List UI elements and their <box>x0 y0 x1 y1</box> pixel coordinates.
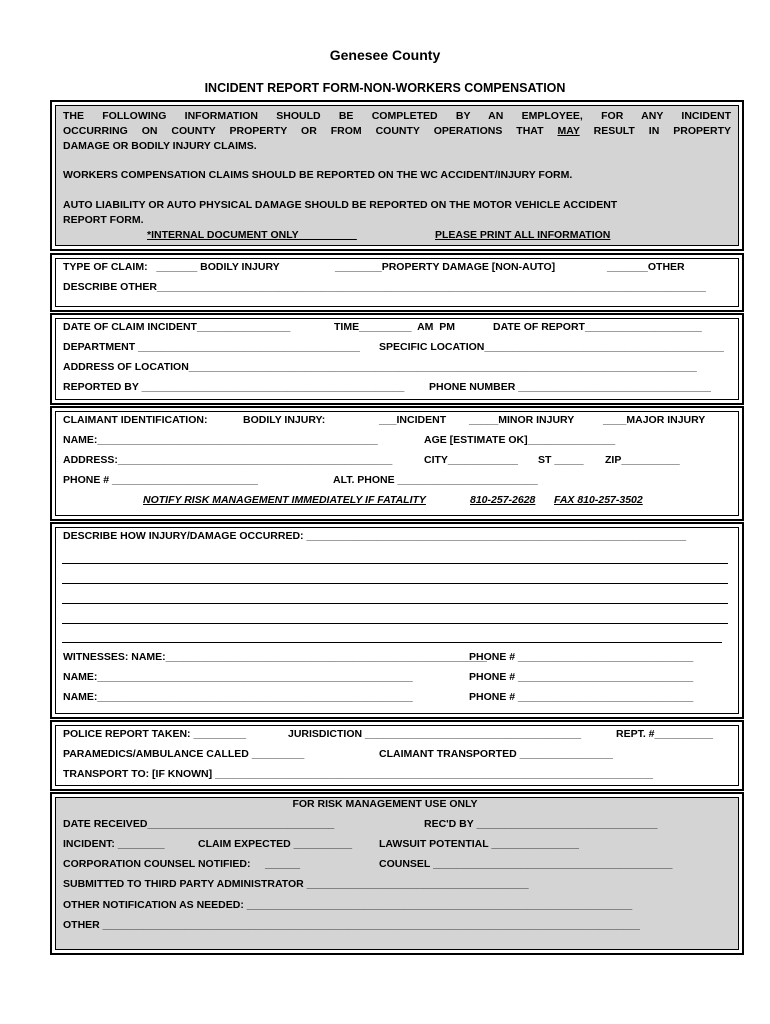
description-section <box>50 522 744 719</box>
witness-phone-2-field[interactable]: PHONE # ______________________________ <box>469 671 694 683</box>
paramedics-called-field[interactable]: PARAMEDICS/AMBULANCE CALLED _________ <box>63 748 305 760</box>
time-field[interactable]: TIME_________ AM PM <box>334 321 455 333</box>
claimant-age-field[interactable]: AGE [ESTIMATE OK]_______________ <box>424 434 616 446</box>
other-field[interactable]: OTHER ____________________________________________________________________________________________ <box>63 919 640 931</box>
specific-location-field[interactable]: SPECIFIC LOCATION_________________________________________ <box>379 341 724 353</box>
transport-to-field[interactable]: TRANSPORT TO: [IF KNOWN] ___________________________________________________________________________ <box>63 768 654 780</box>
corporation-counsel-notified-field[interactable]: CORPORATION COUNSEL NOTIFIED: ______ <box>63 858 301 870</box>
claimant-name-field[interactable]: NAME:________________________________________________ <box>63 434 378 446</box>
date-of-report-field[interactable]: DATE OF REPORT____________________ <box>493 321 702 333</box>
claim-type-bodily-injury[interactable]: TYPE OF CLAIM: _______ BODILY INJURY <box>63 261 280 273</box>
date-of-claim-incident-field[interactable]: DATE OF CLAIM INCIDENT________________ <box>63 321 291 333</box>
claim-type-property-damage[interactable]: ________PROPERTY DAMAGE [NON-AUTO] <box>335 261 556 273</box>
address-of-location-field[interactable]: ADDRESS OF LOCATION_______________________________________________________________________________________ <box>63 361 697 373</box>
notify-fax-number: FAX 810-257-3502 <box>554 494 643 506</box>
witness-phone-3-field[interactable]: PHONE # ______________________________ <box>469 691 694 703</box>
internal-document-note: *INTERNAL DOCUMENT ONLY <box>147 229 357 241</box>
phone-number-field[interactable]: PHONE NUMBER _________________________________ <box>429 381 711 393</box>
form-title: INCIDENT REPORT FORM-NON-WORKERS COMPENSATION <box>204 81 566 95</box>
print-all-note: PLEASE PRINT ALL INFORMATION <box>435 229 611 241</box>
intro-line-3: DAMAGE OR BODILY INJURY CLAIMS. <box>63 140 257 152</box>
description-line[interactable] <box>62 583 728 584</box>
risk-management-heading: FOR RISK MANAGEMENT USE ONLY <box>292 798 478 810</box>
witness-phone-field[interactable]: PHONE # ______________________________ <box>469 651 694 663</box>
description-line[interactable] <box>62 623 728 624</box>
intro-line-2: OCCURRING ON COUNTY PROPERTY OR FROM COUNTY OPERATIONS THAT MAY RESULT IN PROPERTY <box>63 125 731 137</box>
witness-name-field[interactable]: WITNESSES: NAME:_______________________________________________________ <box>63 651 487 663</box>
lawsuit-potential-field[interactable]: LAWSUIT POTENTIAL _______________ <box>379 838 579 850</box>
claimant-zip-field[interactable]: ZIP__________ <box>605 454 680 466</box>
major-injury-checkbox-field[interactable]: ____MAJOR INJURY <box>603 414 706 426</box>
other-notification-field[interactable]: OTHER NOTIFICATION AS NEEDED: __________________________________________________________________ <box>63 899 633 911</box>
claimant-transported-field[interactable]: CLAIMANT TRANSPORTED ________________ <box>379 748 614 760</box>
claimant-identification-label: CLAIMANT IDENTIFICATION: <box>63 414 208 426</box>
department-field[interactable]: DEPARTMENT ______________________________________ <box>63 341 360 353</box>
incident-checkbox-field[interactable]: ___INCIDENT <box>379 414 447 426</box>
claimant-phone-field[interactable]: PHONE # _________________________ <box>63 474 259 486</box>
claim-type-other[interactable]: _______OTHER <box>607 261 685 273</box>
county-title: Genesee County <box>329 47 441 63</box>
description-line[interactable] <box>62 563 728 564</box>
wc-note: WORKERS COMPENSATION CLAIMS SHOULD BE REPORTED ON THE WC ACCIDENT/INJURY FORM. <box>63 169 573 181</box>
notify-risk-management-note: NOTIFY RISK MANAGEMENT IMMEDIATELY IF FATALITY <box>143 494 426 506</box>
reported-by-field[interactable]: REPORTED BY _____________________________________________ <box>63 381 405 393</box>
description-line[interactable] <box>62 642 722 643</box>
submitted-to-tpa-field[interactable]: SUBMITTED TO THIRD PARTY ADMINISTRATOR ______________________________________ <box>63 878 529 890</box>
claimant-alt-phone-field[interactable]: ALT. PHONE ________________________ <box>333 474 538 486</box>
claimant-address-field[interactable]: ADDRESS:_______________________________________________ <box>63 454 393 466</box>
claimant-city-field[interactable]: CITY____________ <box>424 454 518 466</box>
minor-injury-checkbox-field[interactable]: _____MINOR INJURY <box>469 414 575 426</box>
date-received-field[interactable]: DATE RECEIVED________________________________ <box>63 818 335 830</box>
witness-name-3-field[interactable]: NAME:______________________________________________________ <box>63 691 413 703</box>
bodily-injury-label: BODILY INJURY: <box>243 414 326 426</box>
witness-name-2-field[interactable]: NAME:______________________________________________________ <box>63 671 413 683</box>
jurisdiction-field[interactable]: JURISDICTION _____________________________________ <box>288 728 582 740</box>
recd-by-field[interactable]: REC'D BY _______________________________ <box>424 818 658 830</box>
claimant-state-field[interactable]: ST _____ <box>538 454 584 466</box>
counsel-field[interactable]: COUNSEL _________________________________________ <box>379 858 673 870</box>
police-report-taken-field[interactable]: POLICE REPORT TAKEN: _________ <box>63 728 247 740</box>
auto-note-line-2: REPORT FORM. <box>63 214 144 226</box>
risk-incident-field[interactable]: INCIDENT: ________ <box>63 838 165 850</box>
auto-note-line-1: AUTO LIABILITY OR AUTO PHYSICAL DAMAGE SHOULD BE REPORTED ON THE MOTOR VEHICLE ACCIDENT <box>63 199 618 211</box>
describe-other-field[interactable]: DESCRIBE OTHER______________________________________________________________________________________________ <box>63 281 706 293</box>
report-number-field[interactable]: REPT. #__________ <box>616 728 713 740</box>
intro-line-1: THE FOLLOWING INFORMATION SHOULD BE COMPLETED BY AN EMPLOYEE, FOR ANY INCIDENT <box>63 110 731 122</box>
describe-injury-field[interactable]: DESCRIBE HOW INJURY/DAMAGE OCCURRED: _________________________________________________________________ <box>63 530 687 542</box>
claim-expected-field[interactable]: CLAIM EXPECTED __________ <box>198 838 353 850</box>
description-line[interactable] <box>62 603 728 604</box>
notify-phone-number: 810-257-2628 <box>470 494 536 506</box>
